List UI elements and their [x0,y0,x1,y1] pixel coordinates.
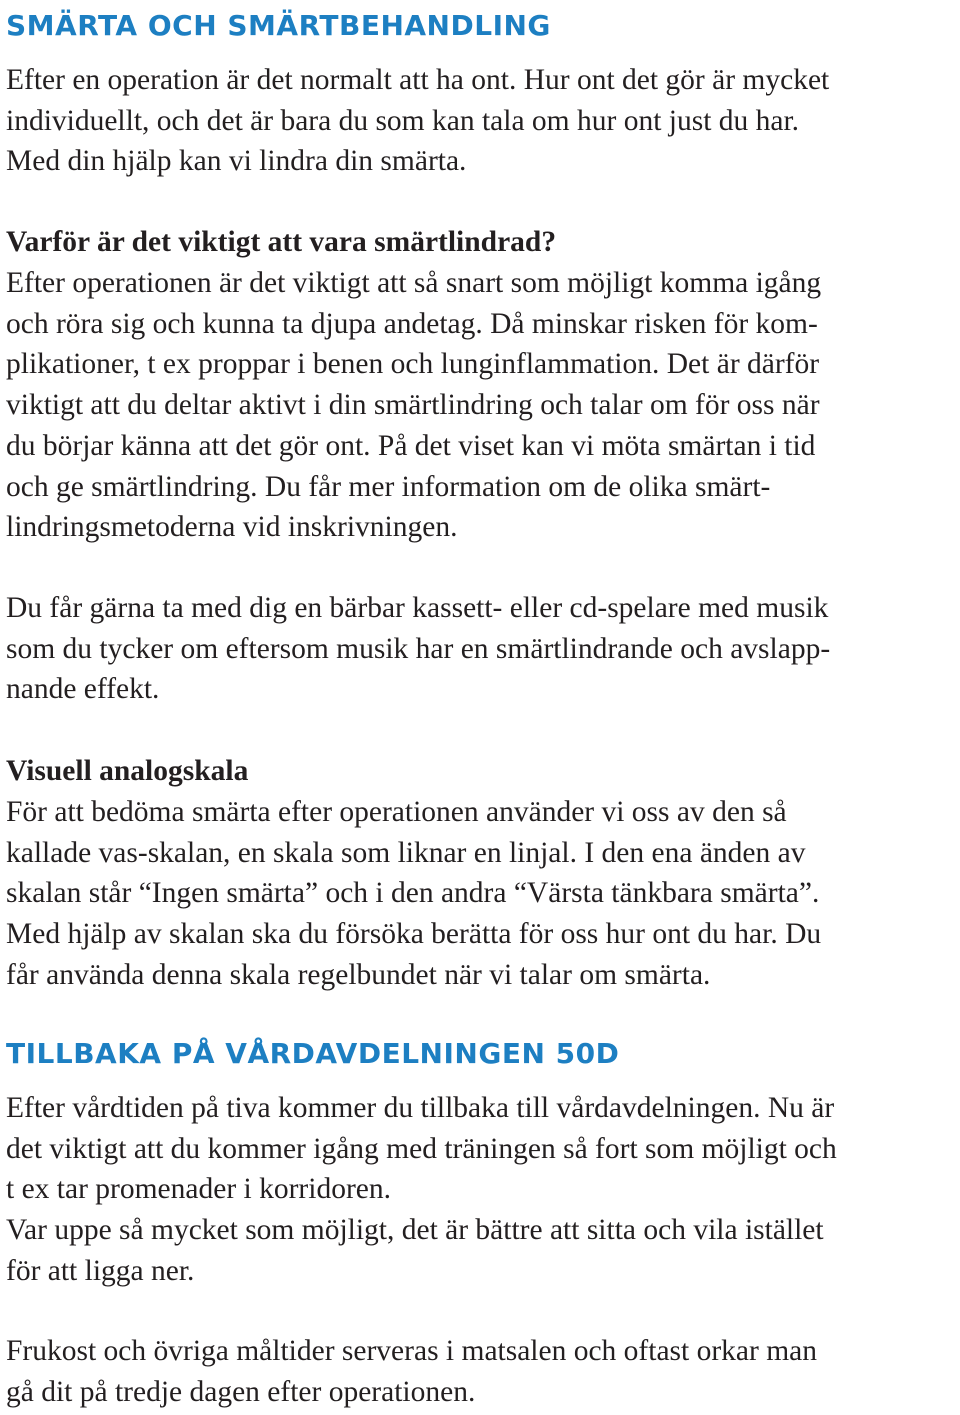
why-paragraph [6,263,821,548]
subheading-visual-analog-scale: Visuell analogskala [6,755,249,787]
text-line: det viktigt att du kommer igång med träningen så fort som möjligt och [6,1132,837,1165]
meals-paragraph [6,1331,817,1412]
music-paragraph [6,588,830,710]
text-line: Du får gärna ta med dig en bärbar kassett- eller cd-spelare med musik [6,592,829,624]
intro-paragraph [6,60,829,182]
section-heading-pain: SMÄRTA OCH SMÄRTBEHANDLING [6,9,551,42]
text-line: och ge smärtlindring. Du får mer information om de olika smärt- [6,470,771,503]
text-line: Efter operationen är det viktigt att så snart som möjligt komma igång [6,267,822,299]
text-line: du börjar känna att det gör ont. På det viset kan vi möta smärtan i tid [6,429,816,462]
text-line: För att bedöma smärta efter operationen använder vi oss av den så [6,796,787,828]
text-line: får använda denna skala regelbundet när vi talar om smärta. [6,958,711,991]
text-line: viktigt att du deltar aktivt i din smärtlindring och talar om för oss när [6,389,820,422]
text-line: individuellt, och det är bara du som kan tala om hur ont just du har. [6,104,800,137]
text-line: för att ligga ner. [6,1254,195,1287]
text-line: plikationer, t ex proppar i benen och lunginflammation. Det är därför [6,348,820,381]
text-line: och röra sig och kunna ta djupa andetag. Då minskar risken för kom- [6,307,818,340]
text-line: Frukost och övriga måltider serveras i matsalen och oftast orkar man [6,1335,818,1367]
text-line: nande effekt. [6,673,160,706]
text-line: lindringsmetoderna vid inskrivningen. [6,511,458,544]
text-line: Efter vårdtiden på tiva kommer du tillbaka till vårdavdelningen. Nu är [6,1092,835,1124]
text-line: kallade vas-skalan, en skala som liknar en linjal. I den ena änden av [6,836,806,869]
text-line: skalan står “Ingen smärta” och i den andra “Värsta tänkbara smärta”. [6,877,820,910]
section-heading-back-to-ward: TILLBAKA PÅ VÅRDAVDELNINGEN 50D [6,1037,620,1070]
text-line: som du tycker om eftersom musik har en smärtlindrande och avslapp- [6,632,831,665]
text-line: Var uppe så mycket som möjligt, det är bättre att sitta och vila istället [6,1214,824,1247]
ward-paragraph [6,1088,837,1292]
vas-paragraph [6,792,821,996]
text-line: Efter en operation är det normalt att ha ont. Hur ont det gör är mycket [6,64,830,96]
text-line: Med hjälp av skalan ska du försöka berätta för oss hur ont du har. Du [6,918,822,951]
text-line: gå dit på tredje dagen efter operationen. [6,1375,476,1408]
text-line: t ex tar promenader i korridoren. [6,1173,391,1206]
text-line: Med din hjälp kan vi lindra din smärta. [6,145,467,178]
subheading-why-pain-relief: Varför är det viktigt att vara smärtlindrad? [6,226,557,258]
